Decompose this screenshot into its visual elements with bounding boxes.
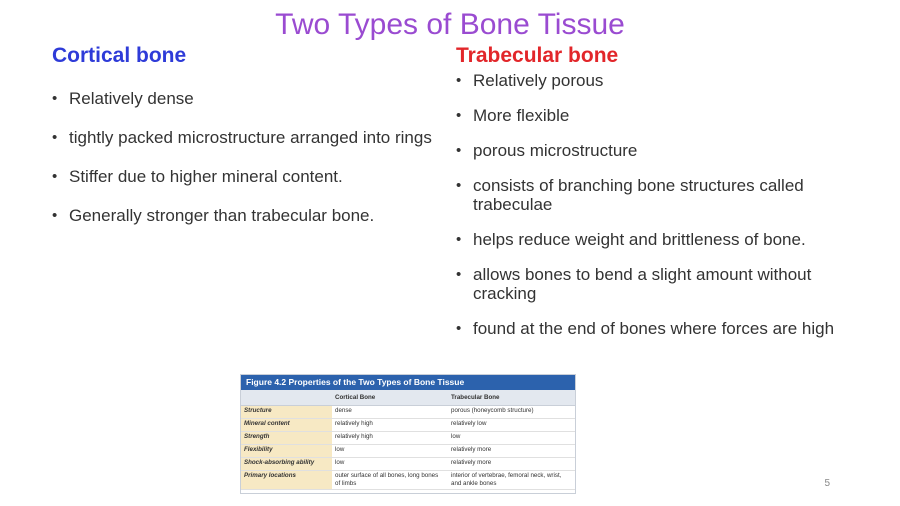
trabecular-bullets	[456, 71, 876, 338]
table-row-label: Mineral content	[241, 419, 332, 432]
properties-table	[241, 390, 575, 490]
slide-title: Two Types of Bone Tissue	[275, 8, 625, 41]
table-row	[241, 471, 575, 490]
table-cell: relatively more	[448, 458, 575, 471]
table-row	[241, 458, 575, 471]
table-cell: porous (honeycomb structure)	[448, 406, 575, 419]
page-number: 5	[824, 478, 830, 489]
cortical-bullets	[52, 89, 432, 225]
table-row-label: Shock-absorbing ability	[241, 458, 332, 471]
table-row	[241, 432, 575, 445]
cortical-bullet: • Stiffer due to higher mineral content.	[52, 167, 432, 186]
table-cell: interior of vertebrae, femoral neck, wrist, and ankle bones	[448, 471, 575, 490]
table-cell: low	[448, 432, 575, 445]
table-cell: relatively low	[448, 419, 575, 432]
trabecular-column	[456, 42, 876, 354]
table-cell: relatively high	[332, 432, 448, 445]
table-row	[241, 419, 575, 432]
table-row	[241, 445, 575, 458]
properties-figure	[240, 374, 576, 494]
table-header-row	[241, 390, 575, 406]
trabecular-heading: Trabecular bone	[456, 44, 619, 67]
cortical-bullet: • Generally stronger than trabecular bone.	[52, 206, 432, 225]
cortical-heading: Cortical bone	[52, 44, 187, 67]
table-cell: dense	[332, 406, 448, 419]
trabecular-bullet: • found at the end of bones where forces are high	[456, 319, 876, 338]
figure-title: Figure 4.2 Properties of the Two Types of Bone Tissue	[241, 375, 575, 390]
cortical-bullet: • tightly packed microstructure arranged into rings	[52, 128, 432, 147]
table-cell: low	[332, 458, 448, 471]
table-cell: relatively high	[332, 419, 448, 432]
cortical-bullet: • Relatively dense	[52, 89, 432, 108]
trabecular-bullet: • allows bones to bend a slight amount without cracking	[456, 265, 876, 303]
table-header-cell: Trabecular Bone	[448, 390, 575, 406]
table-row-label: Flexibility	[241, 445, 332, 458]
cortical-column	[52, 42, 432, 245]
table-row-label: Primary locations	[241, 471, 332, 490]
table-cell: relatively more	[448, 445, 575, 458]
trabecular-bullet: • More flexible	[456, 106, 876, 125]
table-row-label: Structure	[241, 406, 332, 419]
table-header-cell	[241, 390, 332, 406]
table-row-label: Strength	[241, 432, 332, 445]
table-cell: low	[332, 445, 448, 458]
trabecular-bullet: • helps reduce weight and brittleness of bone.	[456, 230, 876, 249]
table-cell: outer surface of all bones, long bones of limbs	[332, 471, 448, 490]
trabecular-bullet: • porous microstructure	[456, 141, 876, 160]
trabecular-bullet: • Relatively porous	[456, 71, 876, 90]
trabecular-bullet: • consists of branching bone structures called trabeculae	[456, 176, 876, 214]
table-row	[241, 406, 575, 419]
table-header-cell: Cortical Bone	[332, 390, 448, 406]
